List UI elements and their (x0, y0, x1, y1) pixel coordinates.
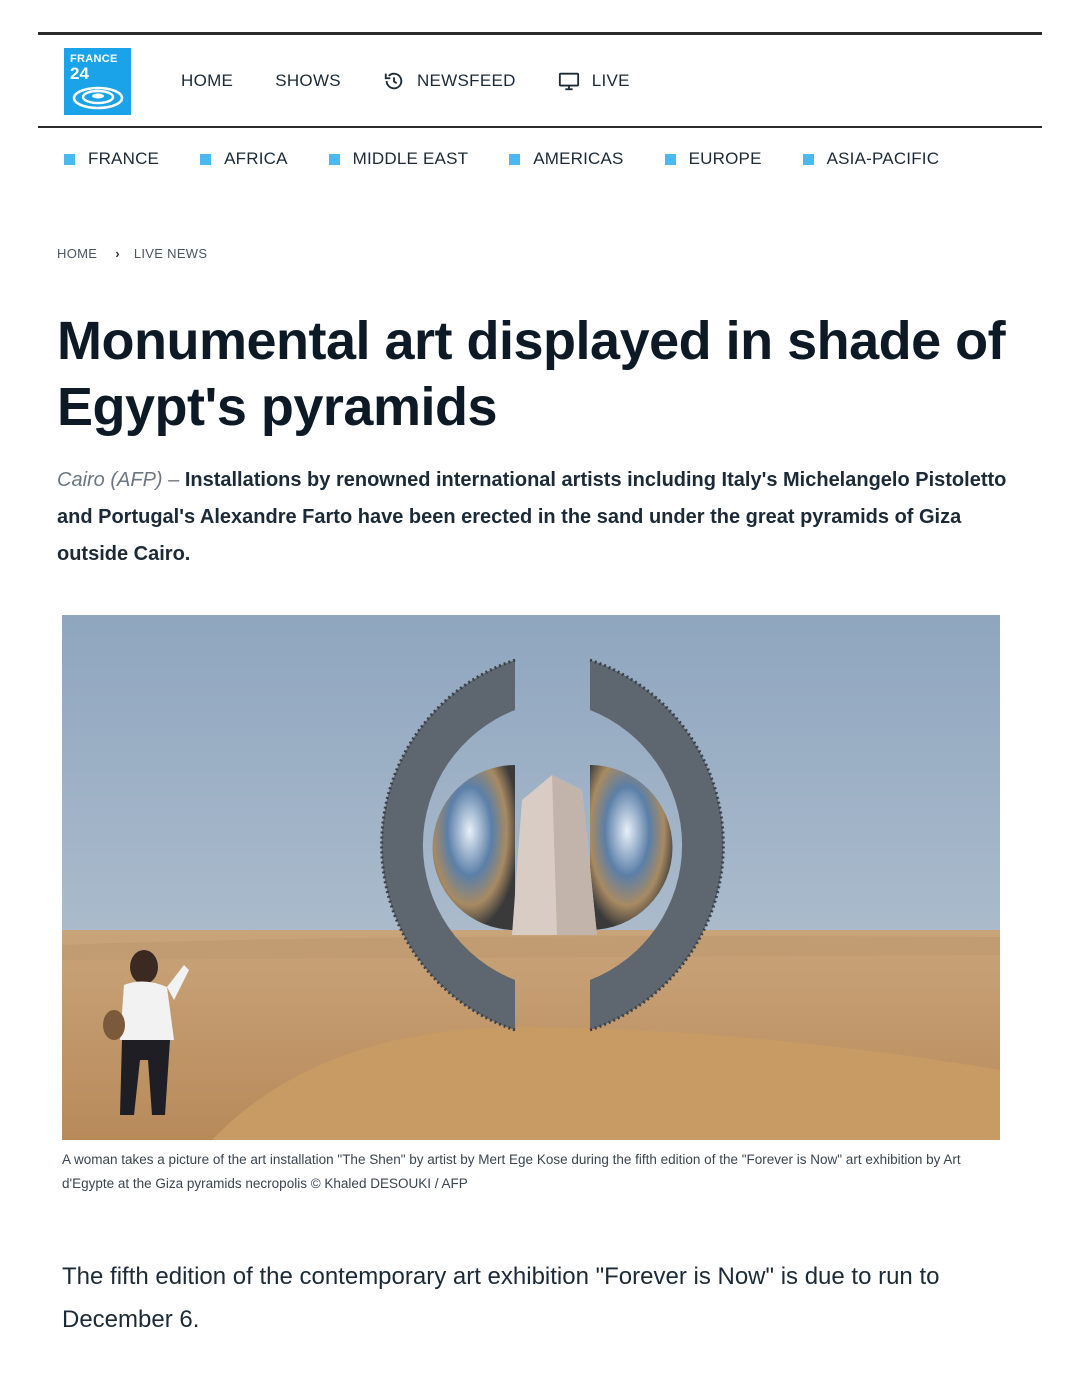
photo-credit: © Khaled DESOUKI / AFP (310, 1176, 468, 1191)
history-icon (383, 70, 405, 92)
article-photo (62, 615, 1000, 1140)
art-installation-image (62, 615, 1000, 1140)
tv-icon (558, 70, 580, 92)
article-lead (57, 462, 1017, 573)
region-square-icon (329, 154, 340, 165)
region-label: MIDDLE EAST (352, 149, 469, 168)
region-label: AMERICAS (533, 149, 624, 168)
region-square-icon (803, 154, 814, 165)
dateline: Cairo (AFP) – (57, 469, 180, 491)
logo-text-top: FRANCE (70, 53, 118, 65)
region-square-icon (665, 154, 676, 165)
nav-shows[interactable] (275, 71, 341, 91)
region-square-icon (200, 154, 211, 165)
logo-text-bottom: 24 (70, 64, 89, 83)
region-france[interactable] (64, 149, 159, 169)
region-middle-east[interactable] (329, 149, 469, 169)
nav-newsfeed-label: NEWSFEED (416, 71, 516, 90)
region-americas[interactable] (509, 149, 623, 169)
breadcrumb (57, 246, 207, 261)
region-square-icon (509, 154, 520, 165)
caption-text: A woman takes a picture of the art installation "The Shen" by artist by Mert Ege Kose during the fifth edition of the "Forever is Now" art exhibition by Art d'Egypte at the Giza pyramids necropolis (62, 1152, 961, 1191)
region-label: AFRICA (224, 149, 288, 168)
region-label: ASIA-PACIFIC (826, 149, 940, 168)
region-nav (64, 140, 980, 178)
nav-live-label: LIVE (591, 71, 630, 90)
region-label: EUROPE (688, 149, 762, 168)
article-title: Monumental art displayed in shade of Egypt's pyramids (57, 311, 1006, 437)
nav-home-label: HOME (181, 71, 234, 90)
region-square-icon (64, 154, 75, 165)
breadcrumb-home[interactable]: HOME (57, 246, 98, 261)
region-label: FRANCE (88, 149, 160, 168)
header-divider (38, 126, 1042, 128)
region-africa[interactable] (200, 149, 288, 169)
region-asia-pacific[interactable] (803, 149, 940, 169)
article-body: The fifth edition of the contemporary art exhibition "Forever is Now" is due to run to December 6. (62, 1263, 940, 1333)
france24-logo[interactable] (64, 48, 131, 115)
chevron-right-icon: › (115, 246, 120, 261)
lead-text: Installations by renowned international artists including Italy's Michelangelo Pistoletto and Portugal's Alexandre Farto have been erected in the sand under the great pyramids of Giza outside Cairo. (57, 469, 1007, 565)
main-nav (181, 35, 672, 127)
nav-live[interactable] (558, 70, 630, 92)
breadcrumb-current[interactable]: LIVE NEWS (133, 246, 208, 261)
nav-home[interactable] (181, 71, 233, 91)
logo-waves-icon (72, 84, 124, 110)
region-europe[interactable] (665, 149, 762, 169)
site-header (38, 35, 1042, 127)
nav-newsfeed[interactable] (383, 70, 516, 92)
nav-shows-label: SHOWS (275, 71, 341, 90)
photo-caption (62, 1148, 1002, 1196)
